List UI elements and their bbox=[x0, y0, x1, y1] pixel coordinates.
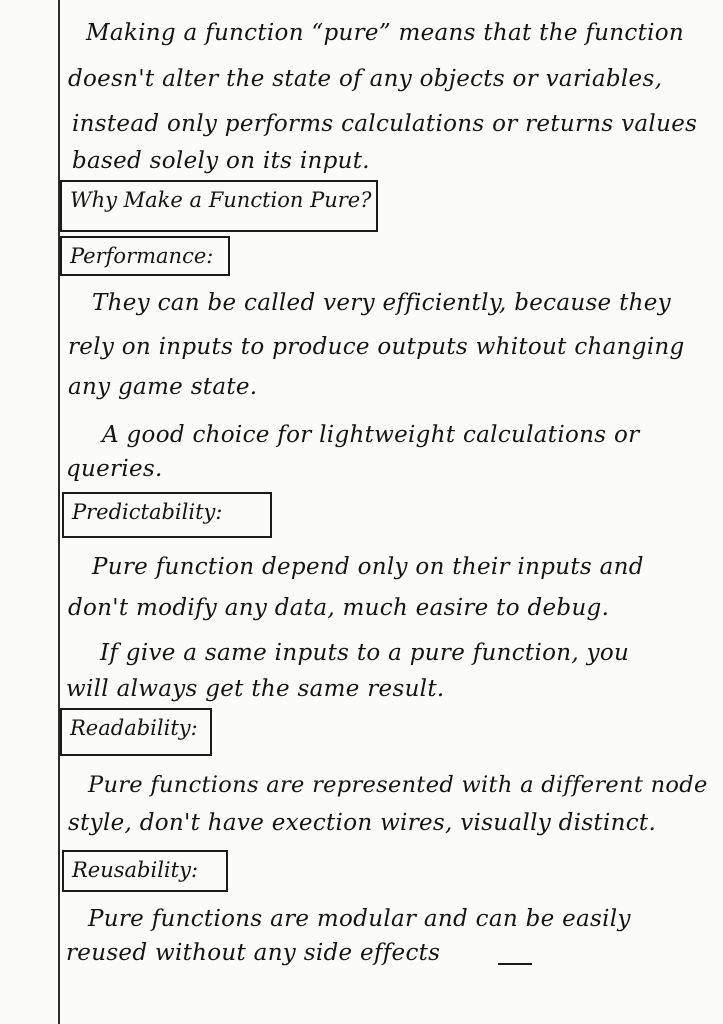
section-line: Pure function depend only on their inputs and bbox=[92, 554, 644, 580]
section-line: A good choice for lightweight calculations or bbox=[102, 422, 640, 448]
section-line: reused without any side effects bbox=[66, 940, 441, 966]
section-heading-predictability: Predictability: bbox=[62, 492, 272, 538]
section-line: queries. bbox=[66, 456, 163, 482]
section-line: Pure functions are represented with a different node bbox=[88, 772, 708, 798]
section-line: They can be called very efficiently, because they bbox=[92, 290, 671, 316]
section-heading-performance: Performance: bbox=[60, 236, 230, 276]
section-line: don't modify any data, much easire to debug. bbox=[68, 595, 610, 621]
section-line: any game state. bbox=[68, 374, 258, 400]
intro-line: doesn't alter the state of any objects or variables, bbox=[68, 66, 663, 92]
question-heading: Why Make a Function Pure? bbox=[60, 180, 378, 232]
intro-line: based solely on its input. bbox=[72, 148, 370, 174]
intro-line: instead only performs calculations or returns values bbox=[72, 111, 698, 137]
section-line: style, don't have exection wires, visually distinct. bbox=[68, 810, 657, 836]
section-line: rely on inputs to produce outputs whitout changing bbox=[68, 334, 685, 360]
margin-line bbox=[58, 0, 60, 1024]
section-heading-reusability: Reusability: bbox=[62, 850, 228, 892]
section-line: Pure functions are modular and can be easily bbox=[88, 906, 631, 932]
section-line: If give a same inputs to a pure function, you bbox=[100, 640, 630, 666]
section-heading-readability: Readability: bbox=[60, 708, 212, 756]
trailing-underline bbox=[498, 963, 532, 965]
intro-line: Making a function “pure” means that the function bbox=[86, 20, 685, 46]
section-line: will always get the same result. bbox=[66, 676, 445, 702]
